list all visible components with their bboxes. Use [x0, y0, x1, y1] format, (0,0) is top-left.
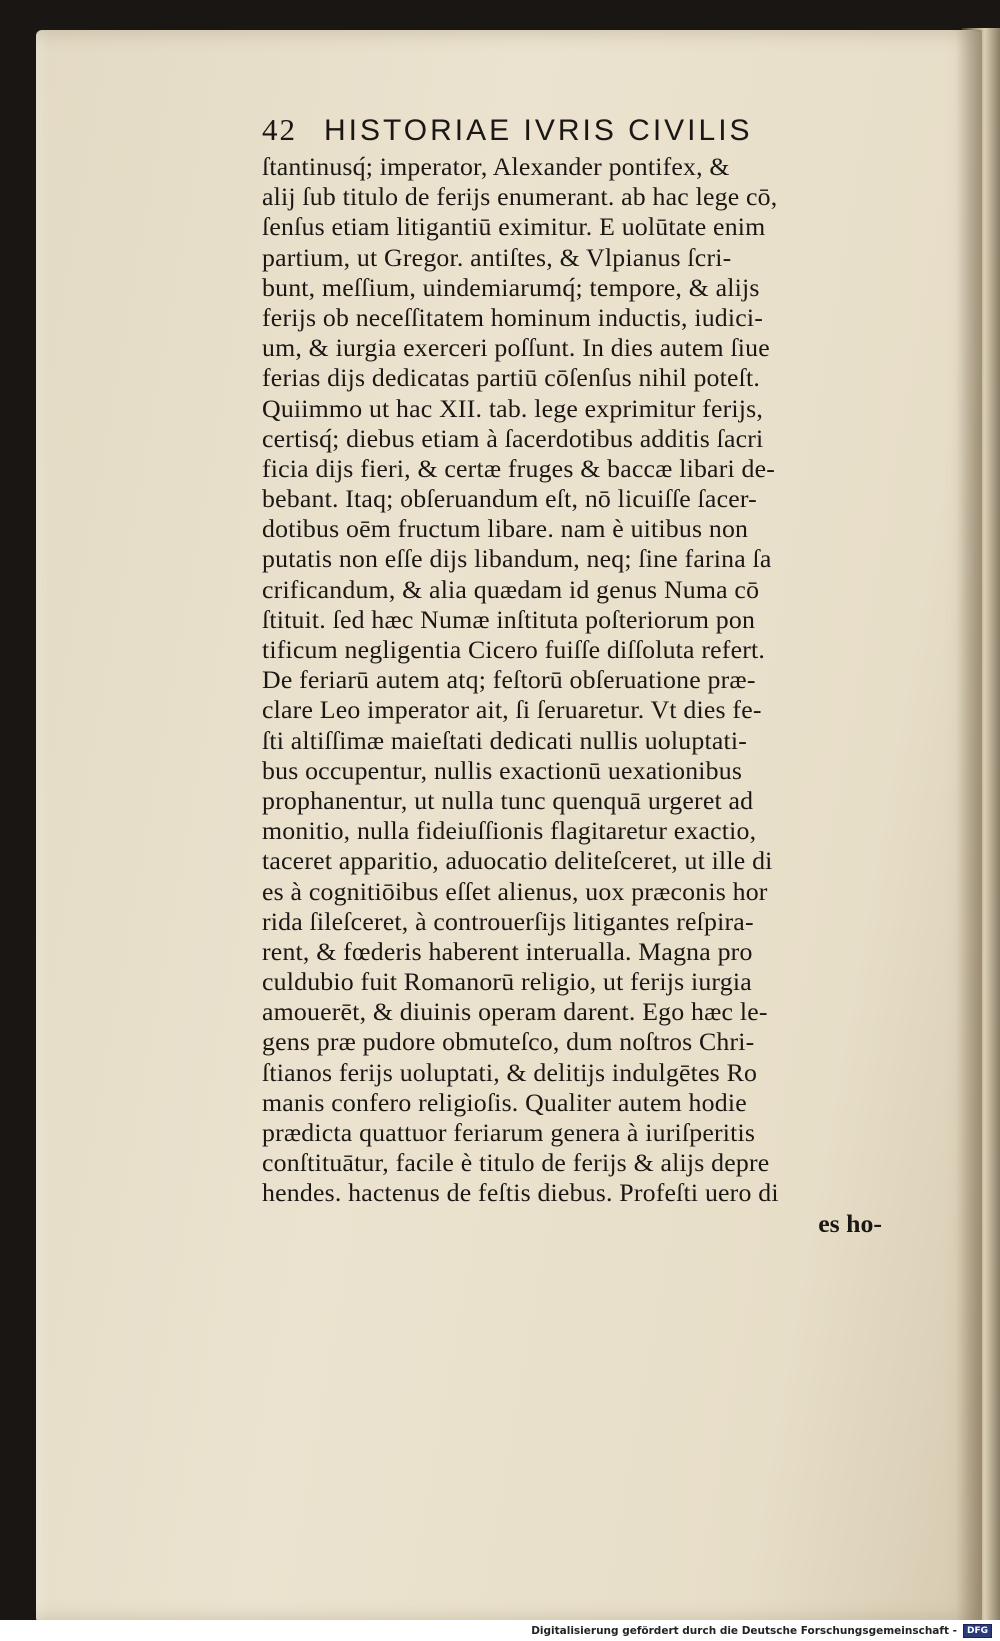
text-line: dotibus oēm fructum libare. nam è uitibus non	[262, 514, 749, 544]
text-line: prædicta quattuor feriarum genera à iuriſperitis	[262, 1118, 756, 1147]
text-line: bunt, meſſium, uindemiarumq́; tempore, & alijs	[262, 272, 760, 302]
running-title: HISTORIAE IVRIS CIVILIS	[324, 114, 753, 147]
dfg-logo-icon: DFG	[963, 1624, 992, 1638]
footer-credit: Digitalisierung gefördert durch die Deutsche Forschungsgemeinschaft -	[531, 1624, 957, 1637]
text-line: ficia dijs fieri, & certæ fruges & baccæ libari de-	[262, 453, 776, 483]
text-line: um, & iurgia exerceri poſſunt. In dies autem ſiue	[262, 333, 770, 363]
text-line: amouerēt, & diuinis operam darent. Ego hæc le-	[262, 997, 768, 1027]
text-line: prophanentur, ut nulla tunc quenquā urgeret ad	[262, 785, 754, 815]
text-line: ſti altiſſimæ maieſtati dedicati nullis uoluptati-	[262, 725, 748, 755]
text-line: ſtianos ferijs uoluptati, & delitijs indulgētes Ro	[262, 1057, 758, 1087]
text-line: es à cognitiōibus eſſet alienus, uox præconis hor	[262, 876, 768, 906]
text-line: clare Leo imperator ait, ſi ſeruaretur. Vt dies fe-	[262, 695, 762, 725]
page-fold-shadow	[956, 30, 982, 1622]
text-line: ſtituit. ſed hæc Numæ inſtituta poſteriorum pon	[262, 604, 756, 634]
text-line: bus occupentur, nullis exactionū uexationibus	[262, 755, 743, 785]
text-block	[262, 112, 922, 1239]
catchword: es ho-	[818, 1208, 882, 1238]
text-line: taceret apparitio, aduocatio deliteſceret, ut ille di	[262, 846, 773, 876]
text-line: rida ſileſceret, à controuerſijs litigantes reſpira-	[262, 906, 754, 936]
text-line: culdubio fuit Romanorū religio, ut ferijs iurgia	[262, 967, 752, 997]
page-number: 42	[262, 112, 297, 147]
body-text	[262, 152, 922, 1209]
text-line: manis confero religioſis. Qualiter autem hodie	[262, 1087, 747, 1117]
text-line: tificum negligentia Cicero fuiſſe diſſoluta refert.	[262, 635, 766, 664]
text-line: putatis non eſſe dijs libandum, neq; ſine farina ſa	[262, 544, 772, 574]
text-line: monitio, nulla fideiuſſionis flagitaretur exactio,	[262, 816, 757, 846]
text-line: ſtantinusq́; imperator, Alexander pontifex, &	[262, 152, 730, 181]
text-line: ferias dijs dedicatas partiū cōſenſus nihil poteſt.	[262, 363, 761, 393]
text-line: ferijs ob neceſſitatem hominum inductis, iudici-	[262, 302, 764, 332]
footer-bar	[0, 1620, 1000, 1641]
text-line: partium, ut Gregor. antiſtes, & Vlpianus ſcri-	[262, 242, 732, 272]
text-line: De feriarū autem atq; feſtorū obſeruatione præ-	[262, 665, 756, 695]
text-line: rent, & fœderis haberent interualla. Magna pro	[262, 936, 753, 966]
text-line: crificandum, & alia quædam id genus Numa cō	[262, 574, 760, 604]
text-line: conſtituātur, facile è titulo de ferijs & alijs depre	[262, 1148, 770, 1178]
text-line: hendes. hactenus de feſtis diebus. Profeſti uero di	[262, 1178, 779, 1208]
text-line: Quiimmo ut hac XII. tab. lege exprimitur ferijs,	[262, 393, 764, 423]
text-line: certisq́; diebus etiam à ſacerdotibus additis ſacri	[262, 423, 764, 453]
text-line: gens præ pudore obmuteſco, dum noſtros Chri-	[262, 1027, 755, 1057]
text-line: bebant. Itaq; obſeruandum eſt, nō licuiſſe ſacer-	[262, 484, 757, 514]
text-line: alij ſub titulo de ferijs enumerant. ab hac lege cō,	[262, 182, 778, 212]
page-header	[262, 112, 922, 150]
text-line: ſenſus etiam litigantiū eximitur. E uolūtate enim	[262, 212, 766, 242]
